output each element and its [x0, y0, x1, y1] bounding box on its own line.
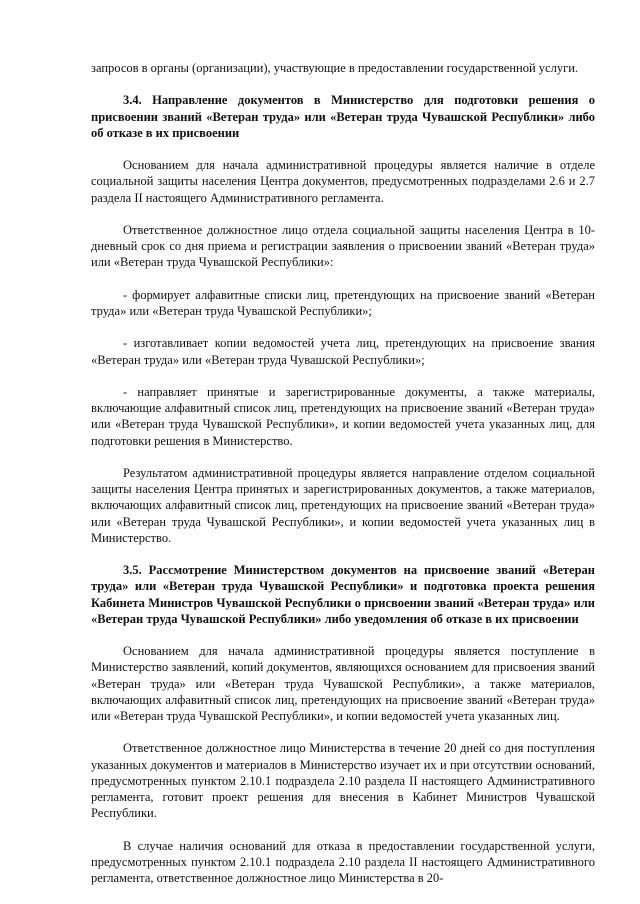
paragraph: Ответственное должностное лицо отдела социальной защиты населения Центра в 10-дневный срок со дня приема и регистрации заявления о присвоении званий «Ветеран труда» или «Ветеран труда Чувашской Республики»:	[91, 222, 595, 270]
paragraph-continuation: запросов в органы (организации), участвующие в предоставлении государственной услуги.	[91, 61, 579, 75]
paragraph: В случае наличия оснований для отказа в предоставлении государственной услуги, предусмотренных пунктом 2.10.1 подраздела 2.10 раздела II настоящего Административного регламента, ответственное должностное лицо Министерства в 20-	[91, 838, 595, 885]
list-item: - изготавливает копии ведомостей учета лиц, претендующих на присвоение звания «Ветеран труда» или «Ветеран труда Чувашской Республики»;	[91, 336, 595, 367]
paragraph: Основанием для начала административной процедуры является поступление в Министерство заявлений, копий документов, являющихся основанием для присвоения званий «Ветеран труда» или «Ветеран труда Чувашской Республики», а также материалов, включающих алфавитный список лиц, претендующих на присвоение званий «Ветеран труда» или «Ветеран труда Чувашской Республики», и копии ведомостей учета указанных лиц.	[91, 644, 595, 723]
paragraph: Результатом административной процедуры является направление отделом социальной защиты населения Центра принятых и зарегистрированных документов, а также материалов, включающих алфавитный список лиц, претендующих на присвоение званий «Ветеран труда» или «Ветеран труда Чувашской Республики», и копии ведомостей учета указанных лиц в Министерство.	[91, 465, 595, 545]
paragraph: Основанием для начала административной процедуры является наличие в отделе социальной защиты населения Центра документов, предусмотренных подразделами 2.6 и 2.7 раздела II настоящего Административного регламента.	[91, 158, 595, 205]
list-item: - направляет принятые и зарегистрированные документы, а также материалы, включающие алфавитный список лиц, претендующих на присвоение званий «Ветеран труда» или «Ветеран труда Чувашской Республики», и копии ведомостей учета указанных лиц, для подготовки решения в Министерство.	[91, 384, 595, 448]
section-heading-3-4: 3.4. Направление документов в Министерство для подготовки решения о присвоении званий «Ветеран труда» или «Ветеран труда Чувашской Республики» либо об отказе в их присвоении	[91, 93, 595, 140]
section-heading-3-5: 3.5. Рассмотрение Министерством документов на присвоение званий «Ветеран труда» или «Ветеран труда Чувашской Республики» и подготовка проекта решения Кабинета Министров Чувашской Республики о присвоении званий «Ветеран труда» или «Ветеран труда Чувашской Республики» либо уведомления об отказе в их присвоении	[91, 563, 595, 626]
list-item: - формирует алфавитные списки лиц, претендующих на присвоение званий «Ветеран труда» или «Ветеран труда Чувашской Республики»;	[91, 287, 595, 318]
paragraph: Ответственное должностное лицо Министерства в течение 20 дней со дня поступления указанных документов и материалов в Министерство изучает их и при отсутствии оснований, предусмотренных пунктом 2.10.1 подраздела 2.10 раздела II настоящего Административного регламента, готовит проект решения для внесения в Кабинет Министров Чувашской Республики.	[91, 741, 595, 821]
